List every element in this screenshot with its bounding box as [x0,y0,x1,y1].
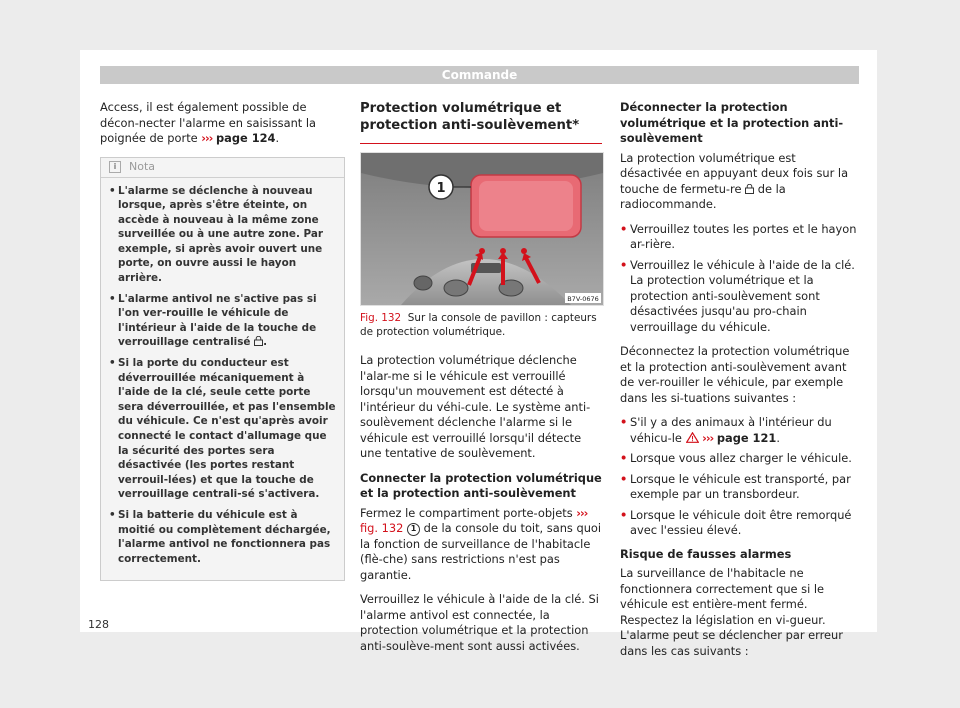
figure-ref-link[interactable]: fig. 132 [360,521,404,535]
list-item: • Lorsque vous allez charger le véhicule. [620,451,860,467]
paragraph: Fermez le compartiment porte-objets ››› fig. 132 1 de la console du toit, sans quoi la fonction de surveillance de l'habitacle (flè-che) sans restrictions n'est pas garantie. [360,505,602,582]
subheading: Déconnecter la protection volumétrique et la protection anti-soulèvement [620,100,844,145]
figure-caption: Fig. 132 Sur la console de pavillon : capteurs de protection volumétrique. [360,312,597,338]
lock-icon [254,336,263,346]
list-item: • Verrouillez le véhicule à l'aide de la clé. La protection volumétrique et la protection anti-soulèvement sont désactivées jusqu'au pro-chain verrouillage du véhicule. [620,258,860,336]
warning-icon [686,432,699,443]
page-number: 128 [88,618,109,631]
figure-label: B7V-0676 [567,295,599,303]
list-item: • S'il y a des animaux à l'intérieur du véhicu-le ››› page 121. [620,415,860,446]
callout-badge: 1 [407,523,420,536]
figure-callout: 1 [436,181,446,196]
paragraph: Déconnectez la protection volumétrique et la protection anti-soulèvement avant de ver-rouiller le véhicule, par exemple dans les si-tuations suivantes : [620,344,850,405]
intro-paragraph: Access, il est également possible de décon-necter l'alarme en saisissant la poignée de porte ››› page 124. [100,100,317,145]
page-ref-link[interactable]: page 124 [216,131,276,145]
column-left [100,100,345,581]
nota-item: • L'alarme se déclenche à nouveau lorsque, après s'être éteinte, on accède à nouveau à la même zone surveillée ou à une autre zone. Par exemple, si après avoir ouvert une porte, on ouvre aussi le hayon arrière. [109,184,336,286]
figure-roof-console [360,152,604,306]
list-item: • Lorsque le véhicule est transporté, par exemple par un transbordeur. [620,472,860,503]
column-right [620,100,860,668]
paragraph: Verrouillez le véhicule à l'aide de la clé. Si l'alarme antivol est connectée, la protection volumétrique et la protection anti-soulève-ment sont aussi activées. [360,592,599,653]
paragraph: La protection volumétrique déclenche l'alar-me si le véhicule est verrouillé lorsqu'un mouvement est détecté à l'intérieur du véhi-cule. Le système anti-soulèvement déclenche l'alarme si le véhicule est verrouillé lorsqu'il détecte une tentative de soulèvement. [360,353,591,460]
paragraph: La surveillance de l'habitacle ne fonctionnera correctement que si le véhicule est entière-ment fermé. Respectez la législation en vi-gueur. L'alarme peut se déclencher par erreur dans les cas suivants : [620,566,843,658]
chevron-ref-icon: ››› [576,505,588,520]
list-item: • Lorsque le véhicule doit être remorqué avec l'essieu élevé. [620,508,860,539]
column-middle [360,100,602,663]
figure-illustration [361,153,603,305]
chevron-ref-icon: ››› [702,430,714,445]
figure-number: Fig. 132 [360,312,402,324]
list-item: • Verrouillez toutes les portes et le hayon ar-rière. [620,222,860,253]
nota-item: • Si la porte du conducteur est déverrouillée mécaniquement à l'aide de la clé, seule cette porte sera déverrouillée, et pas l'ensemble du véhicule. Ce n'est qu'après avoir connecté le contact d'allumage que la sécurité des portes sera désactivée (les portes restant verrouil-lées) et que la touche de verrouillage centrali-sé s'activera. [109,356,336,502]
nota-title: Nota [129,160,156,174]
nota-box [100,157,345,582]
page-ref-link[interactable]: page 121 [716,430,777,445]
subheading: Connecter la protection volumétrique et la protection anti-soulèvement [360,470,602,500]
nota-body [101,178,344,567]
lock-icon [745,184,754,194]
info-icon: i [109,161,121,173]
nota-header [101,158,344,178]
chevron-ref-icon: ››› [201,131,213,145]
subheading: Risque de fausses alarmes [620,546,792,561]
nota-item: • Si la batterie du véhicule est à moitié ou complètement déchargée, l'alarme antivol ne fonctionnera pas correctement. [109,508,336,566]
nota-item: • L'alarme antivol ne s'active pas si l'on ver-rouille le véhicule de l'intérieur à l'aide de la touche de verrouillage centralisé . [109,292,336,350]
section-header: Commande [100,66,859,84]
paragraph: La protection volumétrique est désactivée en appuyant deux fois sur la touche de fermetu-re de la radiocommande. [620,150,849,211]
section-title: Protection volumétrique et protection anti-soulèvement* [360,100,602,144]
